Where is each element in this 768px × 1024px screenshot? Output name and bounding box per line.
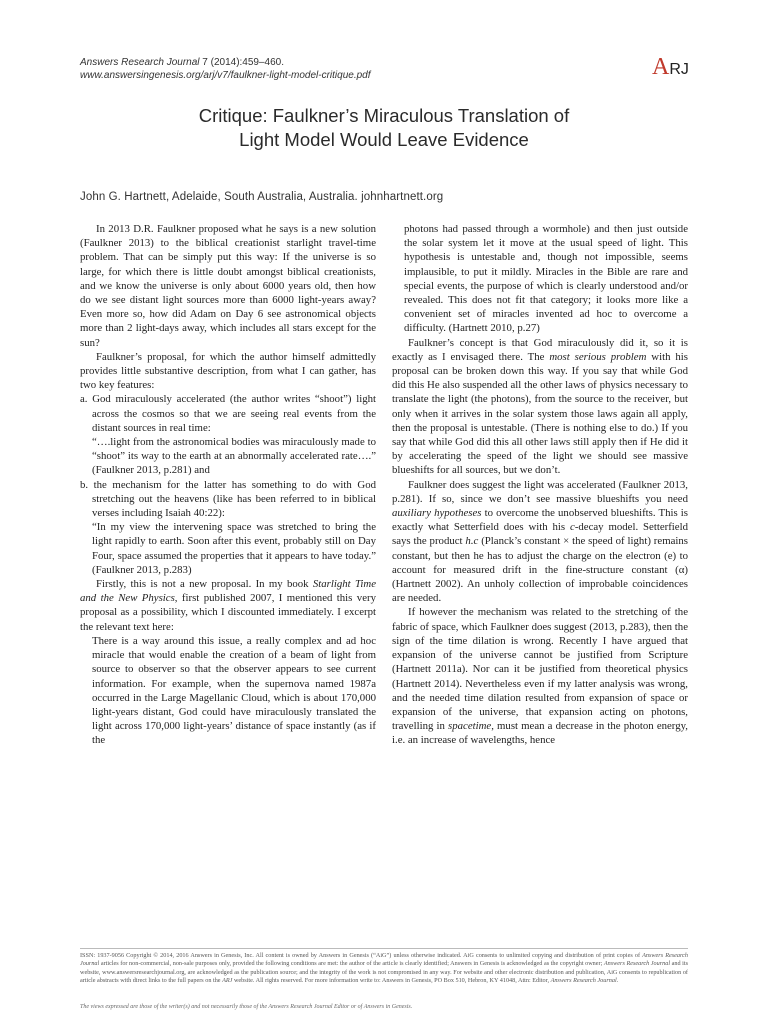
paragraph-firstly: [80, 577, 376, 634]
quote-a: “….light from the astronomical bodies was miraculously made to “shoot” its way to the earth at an abnormally accelerated rate….” (Faulkner 2013, p.281) and: [92, 436, 376, 477]
arj-logo: [652, 54, 689, 81]
journal-header: [80, 56, 371, 82]
article-title: [80, 104, 688, 152]
emphasis-text: most serious problem: [549, 350, 647, 363]
copyright-notice: [80, 952, 688, 986]
text-span: articles for non-commercial, non-sale purposes only, provided the following conditions are met: the author of the article is clearly identified; Answers in Genesis is acknowledged as the copyright owner;: [99, 960, 604, 968]
text-span: and its website, www.answersresearchjournal.org, are acknowledged as the publication source; and the integrity of the work is not compromised in any way. For website and other electronic distribution and publication, AiG consents to republication of article abstracts with direct links to the full papers on the: [80, 960, 688, 985]
emphasis-text: auxiliary hypotheses: [392, 507, 482, 520]
list-item-a: a. God miraculously accelerated (the author writes “shoot”) light across the cosmos so that we are seeing real events from the distant sources in real time:: [80, 393, 376, 434]
journal-name-ref: Answers Research Journal: [80, 952, 688, 968]
list-item-b: b. the mechanism for the latter has something to do with God stretching out the heavens (like has been referred to in biblical verses including Isaiah 40:22):: [80, 478, 376, 520]
paragraph-proposal: Faulkner’s proposal, for which the author himself admittedly provides little substantive description, from what I can gather, has two key features:: [80, 350, 376, 392]
paragraph-concept: [392, 336, 688, 478]
paragraph-mechanism: [392, 605, 688, 747]
logo-letters-rj: RJ: [669, 61, 689, 78]
emphasis-text: spacetime: [448, 720, 492, 733]
title-line-1: Critique: Faulkner’s Miraculous Translation of: [198, 105, 570, 126]
text-span: ISSN: 1937-9056 Copyright © 2014, 2016 Answers in Genesis, Inc. All content is owned by Answers in Genesis (“AiG”) unless otherwise indicated. AiG consents to unlimited copying and distribution of print copies of: [80, 952, 643, 959]
journal-citation: [80, 56, 371, 69]
text-span: , must mean a decrease in the photon energy, i.e. an increase of wavelengths, hence: [392, 720, 688, 747]
book-title: Starlight Time and the New Physics: [80, 578, 376, 605]
text-span: Faulkner does suggest the light was accelerated (Faulkner 2013, p.281). If so, since we don’t see massive blueshifts you need: [392, 478, 688, 505]
emphasis-text: h.c: [465, 535, 479, 548]
text-span: If however the mechanism was related to the stretching of the fabric of space, which Faulkner does suggest (2013, p.283), then the sign of the time dilation is wrong. Recently I have argued that expansion of the universe cannot be justified from Scripture (Hartnett 2011a). Nor can it be justified from theoretical physics (Hartnett 2014). Nevertheless even if my latter analysis was wrong, and the needed time dilation resulted from expansion of space or expansion of the universe, that expansion acting on photons, travelling in: [392, 606, 688, 733]
citation-text: 7 (2014):459–460.: [199, 57, 285, 68]
emphasis-text: c: [570, 521, 575, 534]
disclaimer: The views expressed are those of the writer(s) and not necessarily those of the Answers Research Journal Editor or of Answers in Genesis.: [80, 1004, 413, 1010]
journal-name: Answers Research Journal: [80, 57, 200, 68]
quote-excerpt: There is a way around this issue, a really complex and ad hoc miracle that would enable the creation of a beam of light from source to observer so that the observer appears to see current information. For example, when the supernova named 1987a occurred in the Large Magellanic Cloud, which is about 170,000 light-years distant, God could have miraculously translated the light across 170,000 light-years’ distance of space instantly (as if the: [92, 634, 376, 747]
paragraph-accelerated: [392, 478, 688, 606]
quote-b: “In my view the intervening space was stretched to bring the light rapidly to earth. Soon after this event, probably still on Day Four, space assumed the properties that it appears to have today.” (Faulkner 2013, p.283): [92, 521, 376, 576]
journal-name-ref: ARJ: [222, 977, 233, 985]
journal-name-ref: Answers Research Journal: [603, 960, 671, 968]
quote-excerpt-continued: photons had passed through a wormhole) and then just outside the solar system let it move at the usual speed of light. This hypothesis is untestable and, though not impossible, seems implausible, to put it mildly. Miracles in the Bible are rare and special events, the purpose of which is clearly understood and/or revealed. This does not fit that category; it looks more like a convenient set of miracles invented ad hoc to overcome a difficulty. (Hartnett 2010, p.27): [404, 223, 688, 335]
text-span: to overcome the unobserved blueshifts. This is exactly what Setterfield does with his: [392, 507, 688, 534]
text-span: with his proposal can be broken down this way. If you say that while God did this He also suspended all the other laws of physics necessary to translate the light (the photons), from the source to the receiver, but only when it arrives in the solar system those laws again all apply, then the proposal is untestable. (There is nothing else to do.) If you say that while God did this all other laws still apply then if He did it by accelerating the speed of the light we should see massive blueshifts for all sources, but we don’t.: [392, 350, 689, 477]
text-span: Faulkner’s concept is that God miraculously did it, so it is exactly as I envisaged there. The: [392, 336, 688, 363]
text-span: website. All rights reserved. For more information write to: Answers in Genesis, PO Box 510, Hebron, KY 41048, Attn: Editor,: [232, 977, 551, 985]
footer-divider: [80, 948, 688, 949]
logo-letter-a: A: [652, 54, 670, 80]
paragraph-intro: In 2013 D.R. Faulkner proposed what he says is a new solution (Faulkner 2013) to the biblical creationist starlight travel-time problem. That can be simply put this way: If the universe is so large, for which there is little doubt amongst biblical creationists, and we know the universe is only about 6000 years old, then how do we see distant light sources more than 6000 light-years away? Even more so, how did Adam on Day 6 see astronomical objects more than 2 light-days away, which includes all stars except for the sun?: [80, 223, 376, 349]
text-span: , first published 2007, I mentioned this very proposal as a possibility, which I discounted immediately. I excerpt the relevant text here:: [80, 592, 376, 633]
right-column: [392, 222, 688, 748]
text-span: -decay model. Setterfield says the product: [392, 521, 688, 548]
journal-name-ref: Answers Research Journal: [550, 977, 617, 985]
text-span: (Planck’s constant × the speed of light) remains constant, but then he has to adjust the charge on the electron (e) to account for measured drift in the fine-structure constant (α) (Hartnett 2002). An unholy collection of improbable coincidences are needed.: [392, 535, 688, 605]
text-span: Firstly, this is not a new proposal. In my book: [96, 578, 313, 591]
text-span: .: [616, 977, 619, 985]
title-line-2: Light Model Would Leave Evidence: [239, 129, 529, 150]
left-column: [80, 222, 376, 748]
author-line: John G. Hartnett, Adelaide, South Australia, Australia. johnhartnett.org: [80, 191, 444, 203]
article-url[interactable]: www.answersingenesis.org/arj/v7/faulkner-light-model-critique.pdf: [80, 70, 371, 81]
